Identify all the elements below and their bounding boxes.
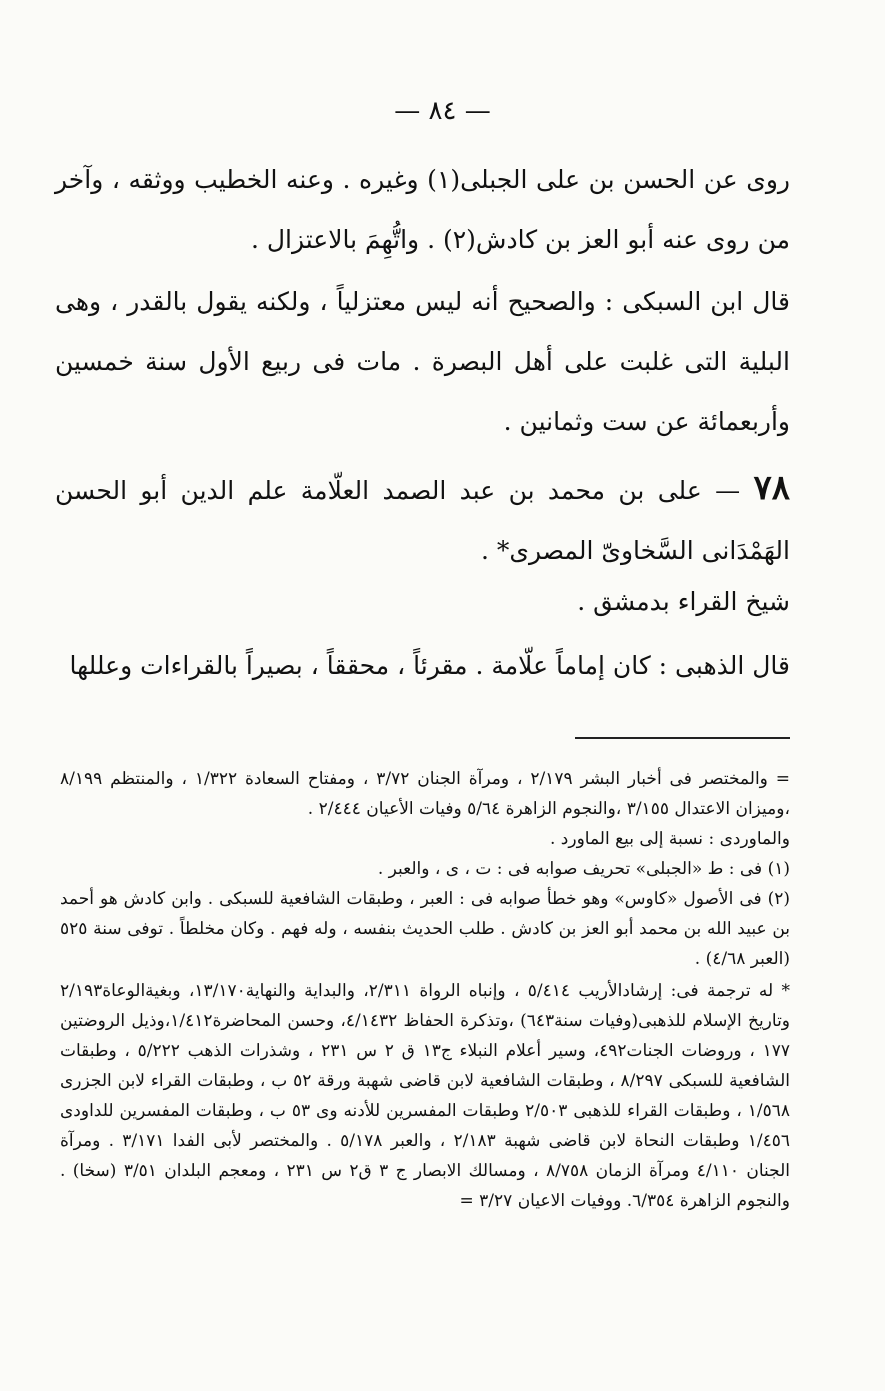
paragraph-text: قال ابن السبكى : والصحيح أنه ليس معتزلياً ، ولكنه يقول بالقدر ، وهى البلية التى غلبت على أهل البصرة . مات فى ربيع الأول سنة خمسين وأربعمائة عن ست وثمانين . <box>55 287 790 436</box>
footnote-1: (١) فى : ط «الجبلى» تحريف صوابه فى : ت ، ى ، والعبر . <box>377 859 790 879</box>
footnote-separator <box>575 737 790 739</box>
entry-number: ٧٨ <box>753 468 790 508</box>
body-paragraph-3 <box>55 572 790 632</box>
footnote-continuation: والماوردى : نسبة إلى بيع الماورد . <box>550 829 790 849</box>
footnote-2: (٢) فى الأصول «كاوس» وهو خطأ صوابه فى : العبر ، وطبقات الشافعية للسبكى . وابن كادش هو أحمد بن عبيد الله بن محمد أبو العز بن كادش . طلب الحديث بنفسه ، وله فهم . وكان مخلطاً . توفى سنة ٥٢٥ (العبر ٤/٦٨) . <box>60 889 790 969</box>
page-number: — ٨٤ — <box>394 96 491 126</box>
footnote-continuation: = والمختصر فى أخبار البشر ٢/١٧٩ ، ومرآة الجنان ٣/٧٢ ، ومفتاح السعادة ١/٣٢٢ ، والمنتظم ٨/١٩٩ ،وميزان الاعتدال ٣/١٥٥ ،والنجوم الزاهرة ٥/٦٤ وفيات الأعيان ٢/٤٤٤ . <box>60 769 790 819</box>
footnotes-section <box>60 764 790 1216</box>
paragraph-text: روى عن الحسن بن على الجبلى(١) وغيره . وعنه الخطيب ووثقه ، وآخر من روى عنه أبو العز بن كادش(٢) . واتُّهِمَ بالاعتزال . <box>55 165 791 254</box>
biography-entry-heading <box>55 458 790 581</box>
entry-title: — على بن محمد بن عبد الصمد العلّامة علم الدين أبو الحسن الهَمْدَانى السَّخاوىّ المصرى* . <box>55 476 790 565</box>
paragraph-text: قال الذهبى : كان إماماً علّامة . مقرئاً ، محققاً ، بصيراً بالقراءات وعللها <box>69 651 790 680</box>
footnote-star: * له ترجمة فى: إرشادالأريب ٥/٤١٤ ، وإنباه الرواة ٢/٣١١، والبداية والنهاية١٣/١٧٠، وبغيةالوعاة٢/١٩٣ وتاريخ الإسلام للذهبى(وفيات سنة٦٤٣) ،وتذكرة الحفاظ ٤/١٤٣٢، وحسن المحاضرة١/٤١٢،وذيل الروضتين ١٧٧ ، وروضات الجنات٤٩٢، وسير أعلام النبلاء ج١٣ ق ٢ س ٢٣١ ، وشذرات الذهب ٥/٢٢٢ ، وطبقات الشافعية للسبكى ٨/٢٩٧ ، وطبقات الشافعية لابن قاضى شهبة ورقة ٥٢ ب ، وطبقات القراء لابن الجزرى ١/٥٦٨ ، وطبقات القراء للذهبى ٢/٥٠٣ وطبقات المفسرين للأدنه وى ٥٣ ب ، وطبقات المفسرين للداودى ١/٤٥٦ وطبقات النحاة لابن قاضى شهبة ٢/١٨٣ ، والعبر ٥/١٧٨ . والمختصر لأبى الفدا ٣/١٧١ . ومرآة الجنان ٤/١١٠ ومرآة الزمان ٨/٧٥٨ ، ومسالك الابصار ج ٣ ق٢ س ٢٣١ ، ومعجم البلدان ٣/٥١ (سخا) . والنجوم الزاهرة ٦/٣٥٤. ووفيات الاعيان ٣/٢٧ = <box>60 981 791 1211</box>
body-paragraph-4 <box>55 636 790 696</box>
body-paragraph-2 <box>55 272 790 452</box>
body-paragraph-1 <box>55 150 790 270</box>
paragraph-text: شيخ القراء بدمشق . <box>577 587 790 616</box>
